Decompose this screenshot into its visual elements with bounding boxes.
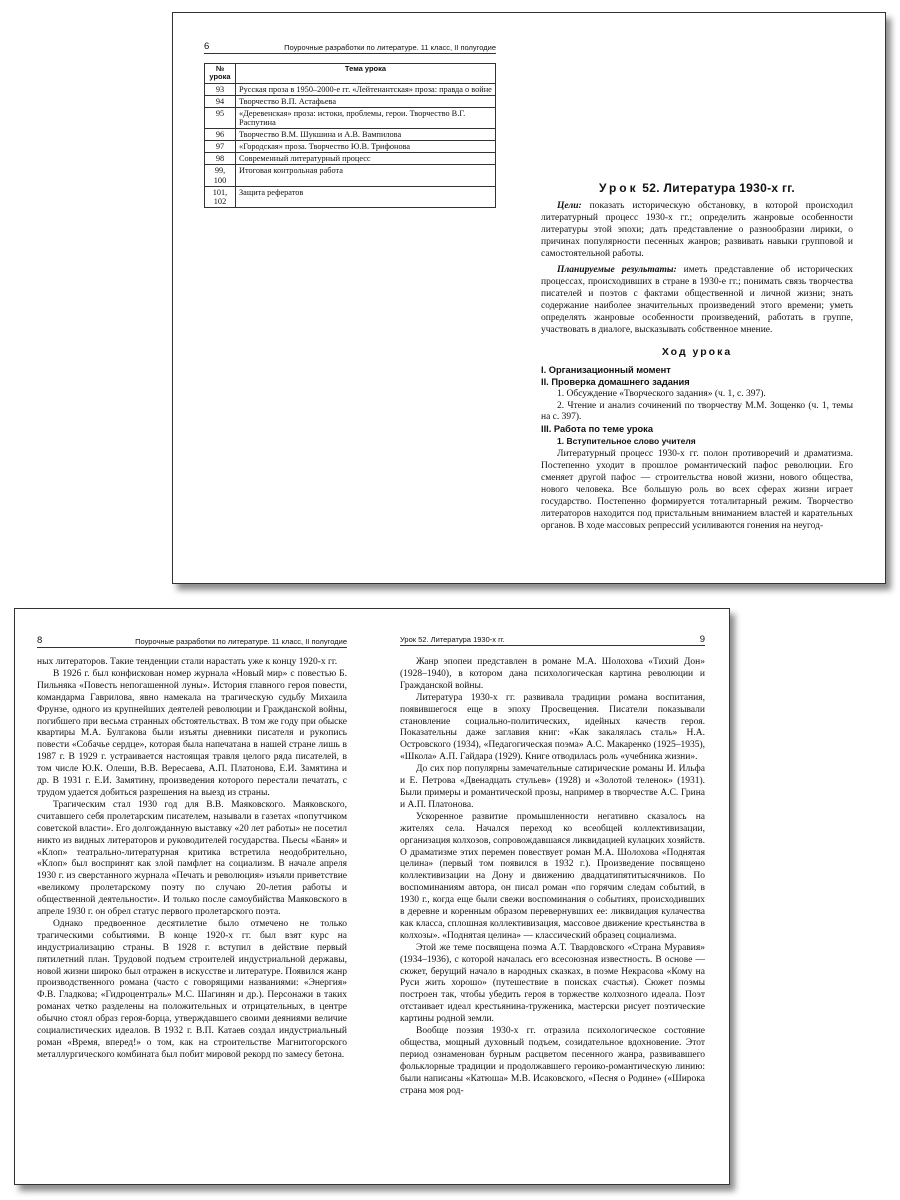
results-text: иметь представление об исторических процессах, происходивших в стране в 1930-е гг.; понимать связь творчества писателей и поэтов с фактами общественной и личной жизни; знать содержание наиболее значительных произведений этого времени; уметь определять жанровые особенности произведений, работать в группе, участвовать в диалоге, высказывать собственное мнение. <box>541 265 853 335</box>
section-1-heading: I. Организационный момент <box>541 364 671 375</box>
running-head-text: Поурочные разработки по литературе. 11 класс, II полугодие <box>284 43 496 52</box>
lesson-number-cell: 99, 100 <box>205 165 236 186</box>
homework-item-2: 2. Чтение и анализ сочинений по творчеству М.М. Зощенко (ч. 1, темы на с. 397). <box>541 400 853 423</box>
table-row <box>205 141 496 153</box>
left-page-text <box>37 657 347 1062</box>
page-number-right: 9 <box>699 634 705 645</box>
body-paragraph: ных литераторов. Такие тенденции стали нарастать уже к концу 1920-х гг. <box>37 657 338 667</box>
section-3-heading: III. Работа по теме урока <box>541 424 653 435</box>
homework-item-1: 1. Обсуждение «Творческого задания» (ч. 1, с. 397). <box>557 388 766 399</box>
body-paragraph: Этой же теме посвящена поэма А.Т. Твардовского «Страна Муравия» (1934–1936), с которой началась его всесоюзная известность. В основе — сюжет, берущий начало в народных сказках, в поэме Некрасова «Кому на Руси жить хорошо» (путешествие в поисках счастья). Сюжет поэмы построен так, чтобы убедить героя в торжестве колхозного идеала. Поэт отстаивает идеал крестьянина-труженика, мастерски рисует поэтические картины родной земли. <box>400 942 705 1025</box>
table-header-num: № урока <box>205 64 236 84</box>
table-header-topic: Тема урока <box>236 64 496 84</box>
body-paragraph: Однако предвоенное десятилетие было отмечено не только трагическими событиями. В конце 1920-х гг. был взят курс на индустриализацию страны. В 1928 г. вступил в действие первый пятилетний план. Трудовой подъем строителей индустриальной державы, новой жизни широко был отражен в искусстве и литературе. Появился жанр производственного романа (часто с говорящими названиями: «Энергия» Ф.В. Гладкова; «Гидроцентраль» М.С. Шагинян и др.). Персонажи в таких романах четко разделены на положительных и отрицательных, в центре обычно стоял образ героя-борца, утверждавшего своими деяниями величие социалистических идеалов. В 1932 г. В.П. Катаев создал индустриальный роман «Время, вперед!» о том, как на строительстве Магнитогорского металлургического комбината был побит мировой рекорд по замесу бетона. <box>37 918 347 1060</box>
section-2-heading: II. Проверка домашнего задания <box>541 376 690 387</box>
body-paragraph: Ускоренное развитие промышленности негативно сказалось на жителях села. Начался переход ко всеобщей коллективизации, организация колхозов, сопровождавшаяся ликвидацией кулацких хозяйств. О драматизме этих перемен повествует роман М.А. Шолохова «Поднятая целина» (первый том появился в 1932 г.). Произведение посвящено коллективизации на Дону и движению двадцатипятитысячников. По воспоминаниям автора, он писал роман «по горячим следам событий, в 1930 г., когда еще были свежи воспоминания о событиях, происходивших в деревне и коренным образом перевернувших ее: ликвидация кулачества как класса, сплошная коллективизация, массовое движение крестьянства в колхозы». «Поднятая целина» — классический образец социализма. <box>400 811 705 941</box>
lesson-topic-cell: «Городская» проза. Творчество Ю.В. Трифонова <box>236 141 496 153</box>
goals-paragraph <box>541 201 853 261</box>
lesson-topic-cell: Защита рефератов <box>236 186 496 207</box>
results-paragraph <box>541 265 853 336</box>
table-row <box>205 186 496 207</box>
table-row <box>205 107 496 128</box>
course-heading: Ход урока <box>661 345 733 358</box>
lesson-title-word: Урок <box>598 181 639 195</box>
running-head-right <box>400 635 705 646</box>
lesson-number-cell: 101, 102 <box>205 186 236 207</box>
body-paragraph: Вообще поэзия 1930-х гг. отразила психологическое состояние общества, мощный духовный подъем, созидательное вдохновение. Этот период ознаменован бурным расцветом песенного жанра, развивавшего фольклорные традиции и продолжавшего героико-романтическую линию: были написаны «Катюша» М.В. Исаковского, «Песня о Родине» («Широка страна моя род- <box>400 1026 705 1096</box>
right-page-text <box>400 657 705 1098</box>
page-top <box>172 12 886 584</box>
lesson-column <box>541 183 853 532</box>
lesson-topic-cell: «Деревенская» проза: истоки, проблемы, герои. Творчество В.Г. Распутина <box>236 107 496 128</box>
lesson-number-cell: 94 <box>205 95 236 107</box>
page-number-left: 8 <box>37 635 43 646</box>
body-paragraph: До сих пор популярны замечательные сатирические романы И. Ильфа и Е. Петрова «Двенадцать стульев» (1928) и «Золотой теленок» (1931). Были примеры и романтической прозы, например в творчестве А.С. Грина и А.П. Платонова. <box>400 764 705 810</box>
running-head-top <box>204 41 496 54</box>
lesson-number-cell: 97 <box>205 141 236 153</box>
page-spread-bottom <box>14 608 730 1185</box>
goals-text: показать историческую обстановку, в которой происходил литературный процесс 1930-х гг.; определить жанровые особенности литературы этой эпохи; дать представление о разнообразии лирики, о причинах популярности песенных жанров; развивать навыки групповой и самостоятельной работы. <box>541 200 854 259</box>
table-header-row <box>205 64 496 84</box>
table-row <box>205 153 496 165</box>
body-paragraph: Трагическим стал 1930 год для В.В. Маяковского. Маяковского, считавшего себя пролетарским писателем, называли в газетах «попутчиком советской власти». Его долгожданную выставку «20 лет работы» не посетил никто из видных литераторов и руководителей государства. Пьесы «Баня» и «Клоп» театрально-литературная критика встретила неодобрительно, «Клоп» был воспринят как злой памфлет на социализм. В начале апреля 1930 г. из сверстанного журнала «Печать и революция» изъяли приветствие «великому пролетарскому поэту по случаю 20-летия работы и общественной деятельности». И только после самоубийства Маяковского в апреле 1930 г. он обрел статус первого пролетарского поэта. <box>37 799 347 918</box>
results-label: Планируемые результаты: <box>557 265 677 276</box>
table-row <box>205 129 496 141</box>
subsection-1-heading: 1. Вступительное слово учителя <box>557 436 696 447</box>
body-paragraph: Жанр эпопеи представлен в романе М.А. Шолохова «Тихий Дон» (1928–1940), в котором дана психологическая картина революции и Гражданской войны. <box>400 657 705 691</box>
lesson-title <box>541 183 853 195</box>
table-body <box>205 83 496 207</box>
page-number: 6 <box>204 41 210 52</box>
running-head-left <box>37 635 347 648</box>
lesson-topic-cell: Русская проза в 1950–2000-е гг. «Лейтенантская» проза: правда о войне <box>236 83 496 95</box>
table-row <box>205 83 496 95</box>
lesson-number-cell: 98 <box>205 153 236 165</box>
table-row <box>205 165 496 186</box>
intro-paragraph: Литературный процесс 1930-х гг. полон противоречий и драматизма. Постепенно уходит в прошлое романтический пафос революции. Его сменяет другой пафос — строительства новой жизни, нового общества, нового человека. Все большую роль во всех сферах жизни играет государство. Постепенно формируется тоталитарный режим. Творчество литераторов находится под пристальным вниманием властей и карательных органов. В ходе массовых репрессий усиливаются гонения на неугод- <box>541 449 853 531</box>
body-paragraph: В 1926 г. был конфискован номер журнала «Новый мир» с повестью Б. Пильняка «Повесть непогашенной луны». История главного героя повести, командарма Гаврилова, явно намекала на трагическую судьбу Михаила Фрунзе, одного из крупнейших деятелей революции и Гражданской войны, погибшего при весьма странных обстоятельствах. В том же году при обыске квартиры М.А. Булгакова были изъяты дневники писателя и рукопись повести «Собачье сердце», которая была напечатана в нашей стране лишь в 1987 г. В 1929 г. устраивается настоящая травля целого ряда писателей, в том числе Ю.К. Олеши, В.В. Вересаева, А.П. Платонова, Е.И. Замятина и др. В 1931 г. Е.И. Замятину, произведения которого перестали печатать, с трудом удается добиться разрешения на выезд из страны. <box>37 668 347 798</box>
goals-label: Цели: <box>557 200 582 211</box>
lesson-title-rest: 52. Литература 1930-х гг. <box>642 181 796 195</box>
table-row <box>205 95 496 107</box>
running-head-left-text: Поурочные разработки по литературе. 11 класс, II полугодие <box>135 637 347 646</box>
lesson-number-cell: 95 <box>205 107 236 128</box>
lesson-topic-cell: Творчество В.М. Шукшина и А.В. Вампилова <box>236 129 496 141</box>
body-paragraph: Литература 1930-х гг. развивала традиции романа воспитания, появившегося еще в эпоху Просвещения. Писатели показывали становление социально-политических, идейных качеств героя. Показательны даже заглавия книг: «Как закалялась сталь» Н.А. Островского (1934), «Педагогическая поэма» А.С. Макаренко (1925–1935), «Школа» А.П. Гайдара (1929). Книге отводилась роль «учебника жизни». <box>400 692 705 763</box>
lesson-topic-cell: Итоговая контрольная работа <box>236 165 496 186</box>
lesson-number-cell: 96 <box>205 129 236 141</box>
running-head-right-text: Урок 52. Литература 1930-х гг. <box>400 635 505 644</box>
lesson-topic-cell: Современный литературный процесс <box>236 153 496 165</box>
lesson-table <box>204 63 496 208</box>
lesson-number-cell: 93 <box>205 83 236 95</box>
lesson-topic-cell: Творчество В.П. Астафьева <box>236 95 496 107</box>
